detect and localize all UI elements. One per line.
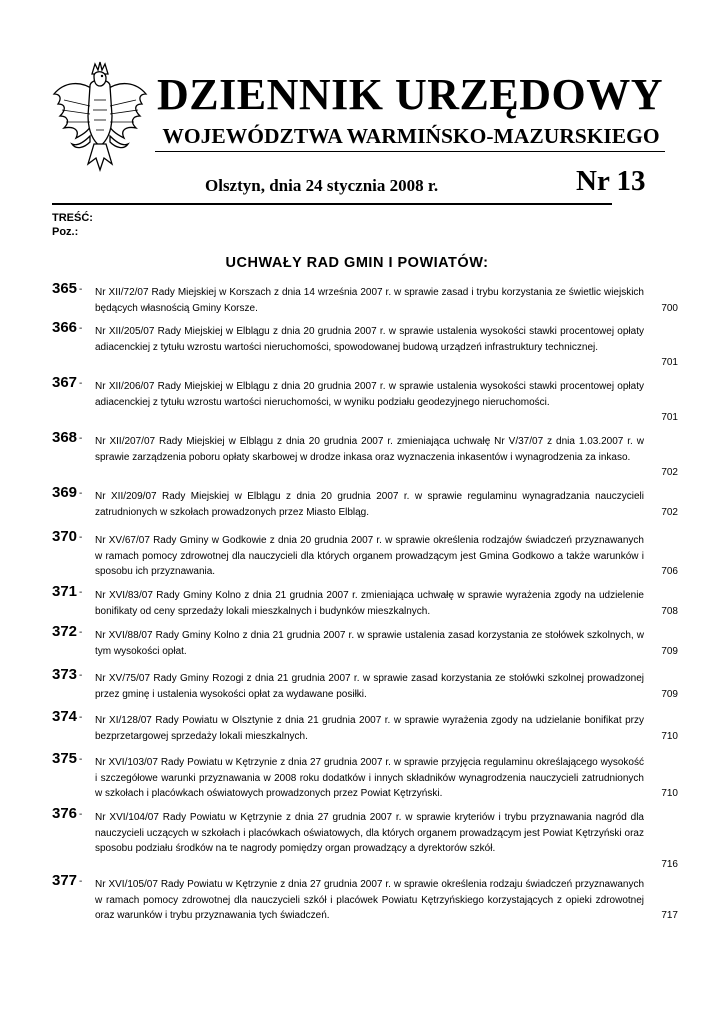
entry-page-number: 701 <box>661 357 678 368</box>
entry-number: 368 <box>52 429 78 446</box>
issue-number: Nr 13 <box>576 165 646 197</box>
entry-text: Nr XII/206/07 Rady Miejskiej w Elblągu z dnia 20 grudnia 2007 r. w sprawie ustalenia wysokości stawki procentowej opłaty adiacenckiej z tytułu wzrostu wartości nieruchomości, w wyniku podziału geodezyjnego nieruchomości. <box>95 381 644 408</box>
entry-page-number: 701 <box>661 412 678 423</box>
header-divider <box>155 151 665 152</box>
entry-page-number: 702 <box>661 467 678 478</box>
entry-dash: - <box>79 587 83 598</box>
entry-text: Nr XVI/103/07 Rady Powiatu w Kętrzynie z dnia 27 grudnia 2007 r. w sprawie przyjęcia regulaminu określającego wysokość i szczegółowe warunki przyznawania w 2008 roku dodatków i innych składników wynagrodzenia nauczycieli zatrudnionych w szkołach i placówkach oświatowych prowadzonych przez Powiat Kętrzyński. <box>95 757 644 799</box>
entry-number: 373 <box>52 666 78 683</box>
entry-number: 374 <box>52 708 78 725</box>
entry-text: Nr XVI/104/07 Rady Powiatu w Kętrzynie z dnia 27 grudnia 2007 r. w sprawie kryteriów i trybu przyznawania nagród dla nauczycieli uczących w szkołach i placówkach oświatowych, dla których organem prowadzącym jest Powiat Kętrzyński oraz sposobu podziału środków na te nagrody pomiędzy organ prowadzący a dyrektorów szkół. <box>95 812 644 854</box>
entry-number: 367 <box>52 374 78 391</box>
entry-text: Nr XII/205/07 Rady Miejskiej w Elblągu z dnia 20 grudnia 2007 r. w sprawie ustalenia wysokości stawki procentowej opłaty adiacenckiej z tytułu wzrostu wartości nieruchomości, spowodowanej budową urządzeń infrastruktury technicznej. <box>95 326 644 353</box>
entry-number: 370 <box>52 528 78 545</box>
journal-subtitle: WOJEWÓDZTWA WARMIŃSKO-MAZURSKIEGO <box>162 124 660 148</box>
entry-page-number: 709 <box>661 645 678 657</box>
entry-text: Nr XII/72/07 Rady Miejskiej w Korszach z dnia 14 września 2007 r. w sprawie zasad i trybu korzystania ze świetlic wiejskich będących własnością Gminy Korsze. <box>95 287 644 314</box>
entry-page-number: 708 <box>661 605 678 617</box>
entry-dash: - <box>79 323 83 334</box>
entry-text: Nr XII/207/07 Rady Miejskiej w Elblągu z dnia 20 grudnia 2007 r. zmieniająca uchwałę Nr V/37/07 z dnia 1.03.2007 r. w sprawie zarządzenia poboru opłaty skarbowej w drodze inkasa oraz wyznaczenia inkasentów i wynagrodzenia za inkaso. <box>95 436 644 463</box>
entry-text: Nr XVI/105/07 Rady Powiatu w Kętrzynie z dnia 27 grudnia 2007 r. w sprawie określenia rodzaju świadczeń przyznawanych w ramach pomocy zdrowotnej dla nauczycieli szkół i placówek Powiatu Kętrzyńskiego korzystających z opieki zdrowotnej oraz warunków i trybu przyznawania tych świadczeń. <box>95 879 644 921</box>
entry-dash: - <box>79 433 83 444</box>
entry-page-number: 702 <box>661 506 678 518</box>
entry-text: Nr XI/128/07 Rady Powiatu w Olsztynie z dnia 21 grudnia 2007 r. w sprawie wyrażenia zgody na udzielanie bonifikat przy bezprzetargowej sprzedaży lokali mieszkalnych. <box>95 715 644 742</box>
coat-of-arms-eagle-icon <box>50 60 150 178</box>
entry-text: Nr XV/67/07 Rady Gminy w Godkowie z dnia 20 grudnia 2007 r. w sprawie określenia rodzajów świadczeń przyznawanych w ramach pomocy zdrowotnej dla nauczycieli dla których organem prowadzącym jest Gmina Godkowo a także warunków i sposobu ich przyznawania. <box>95 535 644 577</box>
entry-dash: - <box>79 712 83 723</box>
header-rule <box>52 203 612 205</box>
entry-number: 369 <box>52 484 78 501</box>
entry-text: Nr XV/75/07 Rady Gminy Rozogi z dnia 21 grudnia 2007 r. w sprawie zasad korzystania ze stołówki szkolnej prowadzonej przez gminę i ustalenia wysokości opłat za wydawane posiłki. <box>95 673 644 700</box>
entry-dash: - <box>79 754 83 765</box>
issue-date: Olsztyn, dnia 24 stycznia 2008 r. <box>205 176 439 195</box>
entry-page-number: 700 <box>661 302 678 314</box>
entry-number: 375 <box>52 750 78 767</box>
entry-text: Nr XII/209/07 Rady Miejskiej w Elblągu z dnia 20 grudnia 2007 r. w sprawie regulaminu wynagradzania nauczycieli zatrudnionych w szkołach prowadzonych przez Miasto Elbląg. <box>95 491 644 518</box>
entry-text: Nr XVI/83/07 Rady Gminy Kolno z dnia 21 grudnia 2007 r. zmieniająca uchwałę w sprawie wyrażenia zgody na udzielenie bonifikaty od ceny sprzedaży lokali mieszkalnych i budynków mieszkalnych. <box>95 590 644 617</box>
entry-page-number: 709 <box>661 688 678 700</box>
entry-page-number: 717 <box>661 910 678 921</box>
contents-label: TREŚĆ: <box>52 212 93 224</box>
entry-dash: - <box>79 876 83 887</box>
entry-number: 366 <box>52 319 78 336</box>
entry-dash: - <box>79 284 83 295</box>
entry-dash: - <box>79 670 83 681</box>
entry-dash: - <box>79 378 83 389</box>
position-label: Poz.: <box>52 226 79 238</box>
entry-number: 371 <box>52 583 78 600</box>
entry-page-number: 706 <box>661 566 678 577</box>
journal-title: DZIENNIK URZĘDOWY <box>156 70 663 119</box>
entry-dash: - <box>79 627 83 638</box>
entry-page-number: 710 <box>661 788 678 799</box>
entry-number: 377 <box>52 872 78 889</box>
entry-page-number: 716 <box>661 858 678 870</box>
entry-dash: - <box>79 809 83 820</box>
entry-number: 376 <box>52 805 78 822</box>
entry-dash: - <box>79 532 83 543</box>
entry-dash: - <box>79 488 83 499</box>
entry-text: Nr XVI/88/07 Rady Gminy Kolno z dnia 21 grudnia 2007 r. w sprawie ustalenia zasad korzystania ze stołówek szkolnych, w tym wysokości opłat. <box>95 630 644 657</box>
entry-number: 372 <box>52 623 78 640</box>
entry-page-number: 710 <box>661 730 678 742</box>
entry-number: 365 <box>52 280 78 297</box>
section-title: UCHWAŁY RAD GMIN I POWIATÓW: <box>225 255 489 271</box>
